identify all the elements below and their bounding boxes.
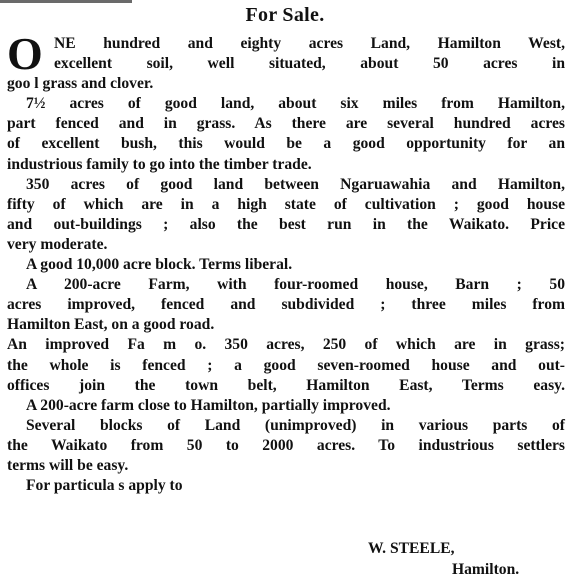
body-line: A 200-acre Farm, with four-roomed house, Barn ; 50 [26, 276, 565, 294]
body-line: A 200-acre farm close to Hamilton, partially improved. [26, 396, 391, 414]
body-line: part fenced and in grass. As there are several hundred acres [7, 115, 565, 133]
body-line: For particula s apply to [26, 477, 183, 495]
body-line: the whole is fenced ; a good seven-roomed house and out- [7, 356, 565, 374]
ad-body [7, 28, 565, 496]
ad-title: For Sale. [245, 4, 325, 26]
body-line: goo l grass and clover. [7, 75, 154, 93]
body-line: industrious family to go into the timber trade. [7, 155, 312, 173]
body-line: Hamilton East, on a good road. [7, 316, 215, 334]
body-line: excellent soil, well situated, about 50 acres in [54, 55, 565, 73]
body-line: the Waikato from 50 to 2000 acres. To industrious settlers [7, 436, 565, 454]
body-line: An improved Fa m o. 350 acres, 250 of which are in grass; [7, 336, 565, 354]
body-line: and out-buildings ; also the best run in the Waikato. Price [7, 215, 565, 233]
body-line: 7½ acres of good land, about six miles from Hamilton, [26, 95, 565, 113]
body-line: terms will be easy. [7, 456, 129, 474]
signature-name: W. STEELE, [368, 540, 455, 557]
drop-cap: O [7, 28, 43, 79]
body-line: of excellent bush, this would be a good opportunity for an [7, 135, 565, 153]
body-line: fifty of which are in a high state of cultivation ; good house [7, 195, 565, 213]
top-rule [0, 0, 132, 3]
body-line: Several blocks of Land (unimproved) in various parts of [26, 416, 565, 434]
body-line: A good 10,000 acre block. Terms liberal. [26, 256, 293, 274]
body-line: offices join the town belt, Hamilton East, Terms easy. [7, 376, 565, 394]
body-line: 350 acres of good land between Ngaruawahia and Hamilton, [26, 175, 565, 193]
body-line: NE hundred and eighty acres Land, Hamilton West, [54, 35, 565, 52]
body-line: very moderate. [7, 235, 108, 253]
signature-place: Hamilton. [452, 561, 520, 578]
body-line: acres improved, fenced and subdivided ; three miles from [7, 296, 565, 314]
